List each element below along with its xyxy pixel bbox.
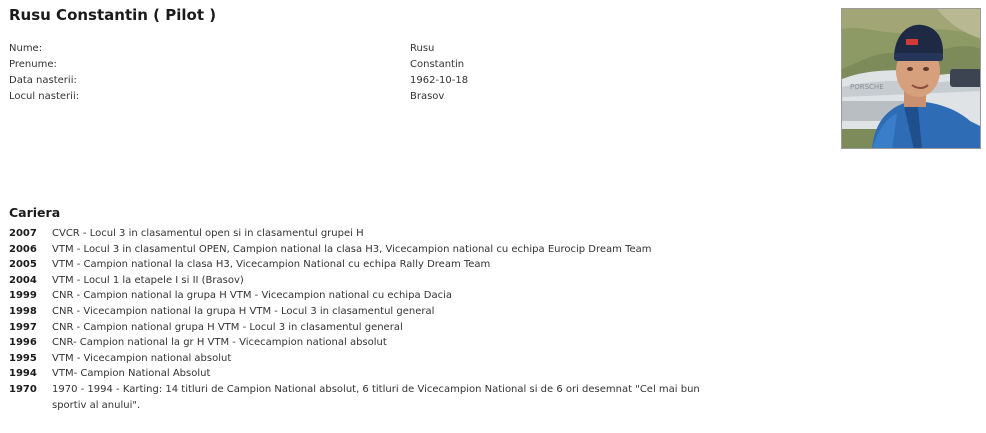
career-item [9,335,729,351]
career-item [9,273,729,289]
info-label: Data nasterii: [9,75,77,86]
info-label: Prenume: [9,59,57,70]
career-item [9,351,729,367]
driver-portrait-photo [841,8,981,149]
career-text: CNR - Campion national la grupa H VTM - Vicecampion national cu echipa Dacia [52,290,453,302]
info-label: Locul nasterii: [9,91,80,102]
career-year: 1996 [9,337,37,349]
career-year: 1999 [9,290,37,302]
career-item [9,382,729,413]
career-text: VTM - Locul 1 la etapele I si II (Brasov) [52,274,244,286]
career-item [9,304,729,320]
info-row-data-nasterii [9,73,609,89]
info-value: Constantin [410,59,465,70]
career-section-title: Cariera [9,205,61,220]
info-row-prenume [9,57,609,73]
career-text: 1970 - 1994 - Karting: 14 titluri de Campion National absolut, 6 titluri de Vicecampion National si de 6 ori desemnat "Cel mai bun sportiv al anului". [52,383,700,411]
info-value: Brasov [410,91,445,102]
career-year: 2007 [9,228,37,239]
career-item [9,320,729,336]
info-value: Rusu [410,43,435,54]
career-item [9,288,729,304]
svg-text:PORSCHE: PORSCHE [850,83,884,91]
career-year: 1998 [9,305,37,317]
career-text: VTM - Campion national la clasa H3, Vicecampion National cu echipa Rally Dream Team [52,259,491,271]
career-item [9,226,729,242]
career-text: CNR- Campion national la gr H VTM - Vicecampion national absolut [52,337,387,349]
career-text: VTM- Campion National Absolut [52,368,211,380]
info-value: 1962-10-18 [410,75,469,86]
career-year: 1995 [9,352,37,364]
career-year: 1994 [9,368,37,380]
career-year: 2005 [9,259,37,271]
page-title: Rusu Constantin ( Pilot ) [9,6,217,24]
career-year: 1997 [9,321,37,333]
info-row-locul-nasterii [9,89,609,105]
career-text: VTM - Vicecampion national absolut [52,352,232,364]
personal-info [9,41,609,105]
career-item [9,257,729,273]
info-label: Nume: [9,43,43,54]
career-item [9,242,729,258]
career-text: CNR - Vicecampion national la grupa H VTM - Locul 3 in clasamentul general [52,305,435,317]
career-text: CNR - Campion national grupa H VTM - Locul 3 in clasamentul general [52,321,403,333]
career-text: CVCR - Locul 3 in clasamentul open si in clasamentul grupei H [52,228,364,239]
career-list [9,226,729,413]
career-year: 2004 [9,274,37,286]
career-text: VTM - Locul 3 in clasamentul OPEN, Campion national la clasa H3, Vicecampion national cu echipa Eurocip Dream Team [52,243,652,255]
info-row-nume [9,41,609,57]
career-year: 1970 [9,383,37,395]
career-year: 2006 [9,243,37,255]
career-item [9,366,729,382]
